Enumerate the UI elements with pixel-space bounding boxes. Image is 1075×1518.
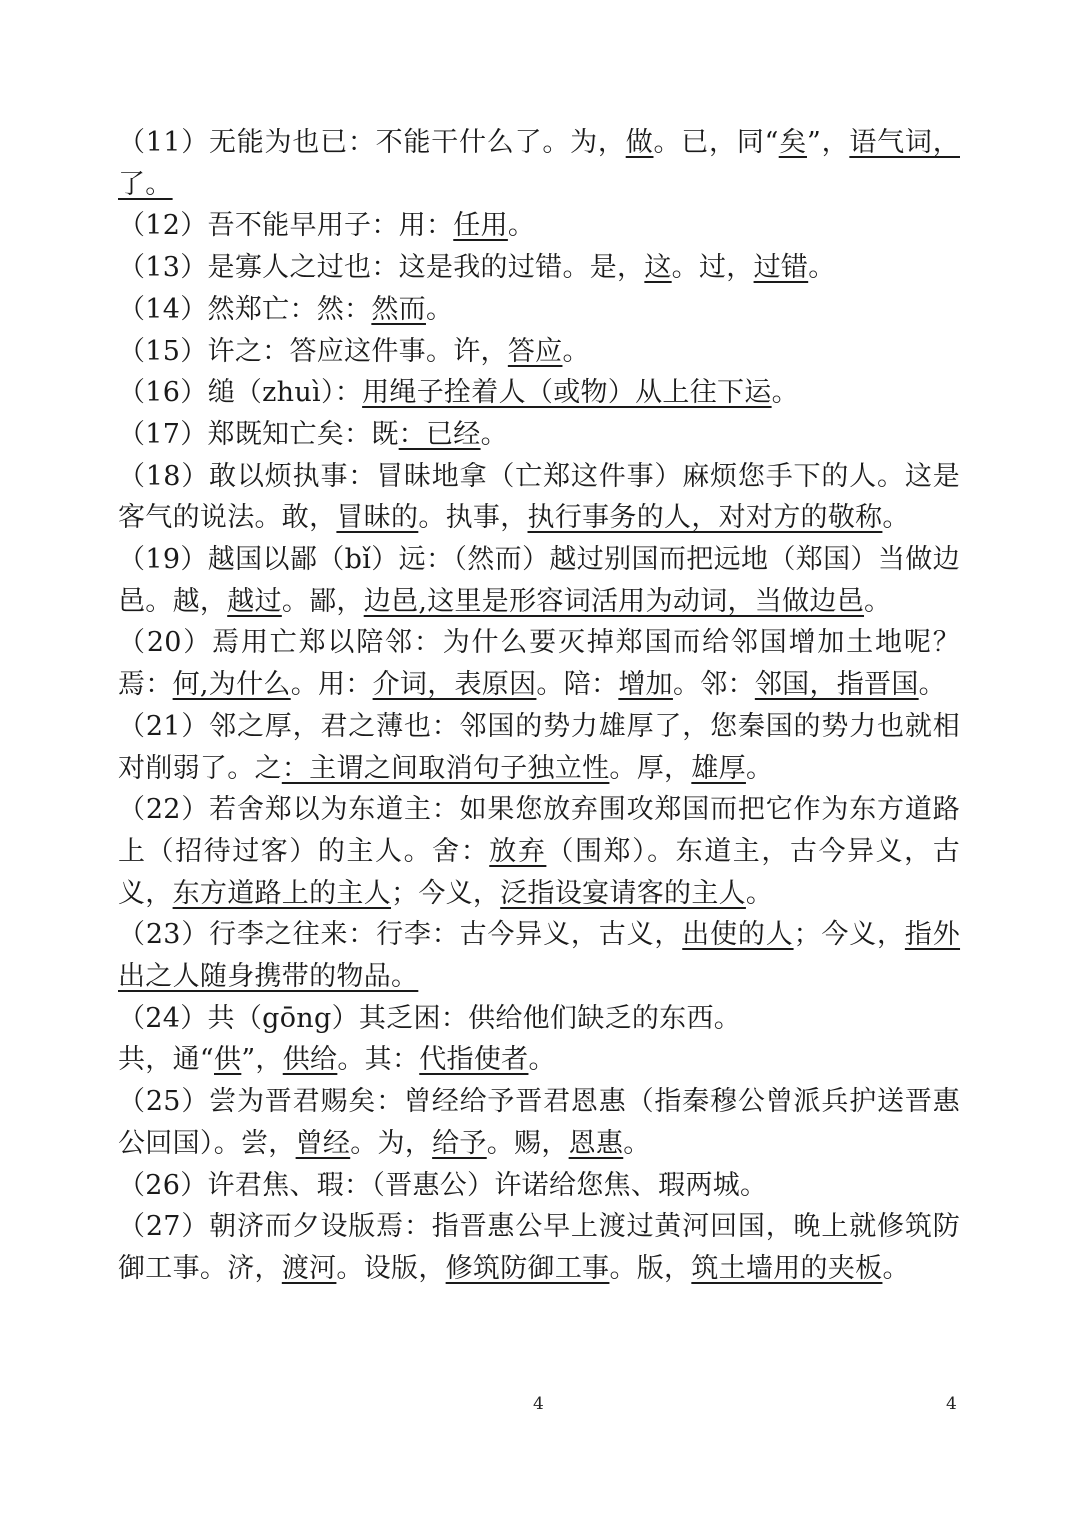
- annotation-text: ”，: [241, 1044, 283, 1076]
- annotation-text: 。鄙，: [281, 585, 364, 617]
- annotation-text: （围郑）。东道主，古今异义，古义，: [118, 835, 961, 909]
- annotation-paragraph: [118, 789, 960, 914]
- annotation-text: （17）郑既知亡矣：既: [118, 418, 399, 450]
- underlined-answer: 答应: [507, 335, 563, 367]
- underlined-answer: 放弃: [489, 835, 547, 867]
- annotation-text: （12）吾不能早用子：用：: [118, 210, 454, 242]
- annotation-text: 。: [808, 252, 836, 284]
- annotation-paragraph: [118, 372, 960, 414]
- underlined-answer: 何,为什么: [172, 669, 291, 701]
- annotation-paragraph: [118, 1081, 960, 1164]
- annotation-paragraph: [118, 622, 960, 705]
- annotation-text: （25）尝为晋君赐矣：曾经给予晋君恩惠（指秦穆公曾派兵护送晋惠公回国）。尝，: [118, 1086, 960, 1159]
- annotation-text: 。: [771, 377, 799, 409]
- annotation-text: 。赐，: [486, 1127, 569, 1159]
- annotation-text: 。已，同“: [653, 127, 779, 158]
- annotation-paragraph: [118, 122, 960, 205]
- underlined-answer: 供: [214, 1044, 242, 1076]
- underlined-answer: 边邑,这里是形容词活用为动词，当做边邑: [363, 585, 865, 617]
- underlined-answer: 这: [644, 252, 672, 284]
- annotation-text: （23）行李之往来：行李：古今异义，古义，: [118, 919, 683, 951]
- underlined-answer: 泛指设宴请客的主人: [500, 877, 746, 909]
- annotation-text: 。为，: [350, 1127, 433, 1159]
- annotation-text: （16）缒（zhuì）：: [118, 377, 363, 409]
- annotation-text: 共，通“: [118, 1044, 215, 1076]
- annotation-text: 。: [864, 585, 892, 617]
- annotation-text: 。: [882, 502, 910, 534]
- annotation-paragraph: [118, 998, 960, 1040]
- annotation-text: 。其：: [337, 1044, 420, 1076]
- annotation-text: 。: [882, 1252, 910, 1284]
- annotation-paragraph: [118, 539, 960, 622]
- annotation-text: 。: [528, 1044, 556, 1076]
- underlined-answer: 指外出之人随身携带的物品。: [118, 919, 961, 993]
- underlined-answer: 供给: [282, 1044, 338, 1076]
- underlined-answer: 语气词，了。: [118, 127, 960, 200]
- underlined-answer: 给予: [432, 1127, 487, 1159]
- annotation-paragraph: [118, 289, 960, 331]
- annotation-text: 。邻：: [672, 669, 755, 701]
- underlined-answer: 用绳子拴着人（或物）从上往下运: [362, 377, 772, 409]
- underlined-answer: 然而: [371, 293, 426, 325]
- annotation-text: （18）敢以烦执事：冒昧地拿（亡郑这件事）麻烦您手下的人。这是客气的说法。敢，: [118, 460, 960, 534]
- annotation-text: （24）共（gōng）其乏困：供给他们缺乏的东西。: [118, 1002, 742, 1034]
- annotation-text: ”，: [806, 127, 850, 158]
- underlined-answer: 介词，表原因: [372, 669, 537, 701]
- underlined-answer: 曾经: [295, 1127, 351, 1159]
- annotation-text: （13）是寡人之过也：这是我的过错。是，: [118, 252, 645, 284]
- underlined-answer: 东方道路上的主人: [172, 877, 392, 909]
- underlined-answer: 越过: [227, 585, 282, 617]
- underlined-answer: 做: [625, 127, 654, 158]
- annotation-paragraph: [118, 914, 960, 997]
- annotation-text: （19）越国以鄙（bǐ）远：（然而）越过别国而把远地（郑国）当做边邑。越，: [118, 544, 960, 617]
- annotation-text: 。: [745, 752, 774, 784]
- annotation-paragraph: [118, 205, 960, 247]
- annotation-text: （27）朝济而夕设版焉：指晋惠公早上渡过黄河回国，晚上就修筑防御工事。济，: [118, 1211, 960, 1284]
- annotation-text: （14）然郑亡：然：: [118, 293, 372, 325]
- document-body: [118, 122, 960, 1290]
- annotation-paragraph: [118, 414, 960, 456]
- annotation-text: （26）许君焦、瑕：（晋惠公）许诺给您焦、瑕两城。: [118, 1169, 768, 1201]
- underlined-answer: 筑土墙用的夹板: [691, 1252, 883, 1284]
- annotation-paragraph: [118, 1039, 960, 1081]
- underlined-answer: 冒昧的: [336, 502, 419, 534]
- annotation-text: ；今义，: [391, 877, 501, 909]
- underlined-answer: 恩惠: [568, 1127, 624, 1159]
- annotation-paragraph: [118, 1206, 960, 1289]
- annotation-text: 。厚，: [609, 752, 692, 784]
- annotation-paragraph: [118, 247, 960, 289]
- annotation-paragraph: [118, 331, 960, 373]
- underlined-answer: 渡河: [281, 1252, 337, 1284]
- underlined-answer: 增加: [618, 669, 673, 701]
- annotation-text: 。过，: [671, 252, 754, 284]
- annotation-text: （20）焉用亡郑以陪邻：为什么要灭掉郑国而给邻国增加土地呢？焉：: [118, 627, 960, 701]
- annotation-text: 。: [623, 1127, 651, 1159]
- underlined-answer: 过错: [753, 252, 809, 284]
- annotation-text: 。陪：: [536, 669, 619, 701]
- page-number-center: 4: [533, 1394, 544, 1414]
- annotation-text: （11）无能为也已：不能干什么了。为，: [118, 127, 626, 158]
- annotation-paragraph: [118, 1165, 960, 1207]
- annotation-paragraph: [118, 706, 960, 789]
- underlined-answer: 修筑防御工事: [445, 1252, 610, 1284]
- underlined-answer: 邻国，指晋国: [754, 669, 919, 701]
- annotation-text: 。: [507, 210, 536, 242]
- annotation-text: 。: [480, 418, 508, 450]
- underlined-answer: ：主谓之间取消句子独立性: [281, 752, 610, 784]
- annotation-text: 。执事，: [418, 502, 528, 534]
- annotation-text: 。: [425, 293, 454, 325]
- underlined-answer: 矣: [778, 127, 807, 158]
- annotation-text: 。用：: [290, 669, 373, 701]
- annotation-text: （21）邻之厚，君之薄也：邻国的势力雄厚了，您秦国的势力也就相对削弱了。之: [118, 710, 960, 784]
- annotation-text: （22）若舍郑以为东道主：如果您放弃围攻郑国而把它作为东方道路上（招待过客）的主人。舍：: [118, 794, 960, 867]
- underlined-answer: ：已经: [398, 418, 481, 450]
- underlined-answer: 雄厚: [691, 752, 746, 784]
- annotation-paragraph: [118, 456, 960, 539]
- annotation-text: 。: [918, 669, 946, 701]
- underlined-answer: 出使的人: [682, 919, 794, 951]
- underlined-answer: 执行事务的人，对对方的敬称: [527, 502, 883, 534]
- page-number-right: 4: [946, 1394, 957, 1414]
- annotation-text: 。: [562, 335, 590, 367]
- annotation-text: （15）许之：答应这件事。许，: [118, 335, 508, 367]
- annotation-text: 。版，: [609, 1252, 692, 1284]
- annotation-text: 。: [745, 877, 774, 909]
- annotation-text: ；今义，: [793, 919, 905, 951]
- annotation-text: 。设版，: [336, 1252, 446, 1284]
- underlined-answer: 任用: [453, 210, 508, 242]
- underlined-answer: 代指使者: [419, 1044, 529, 1076]
